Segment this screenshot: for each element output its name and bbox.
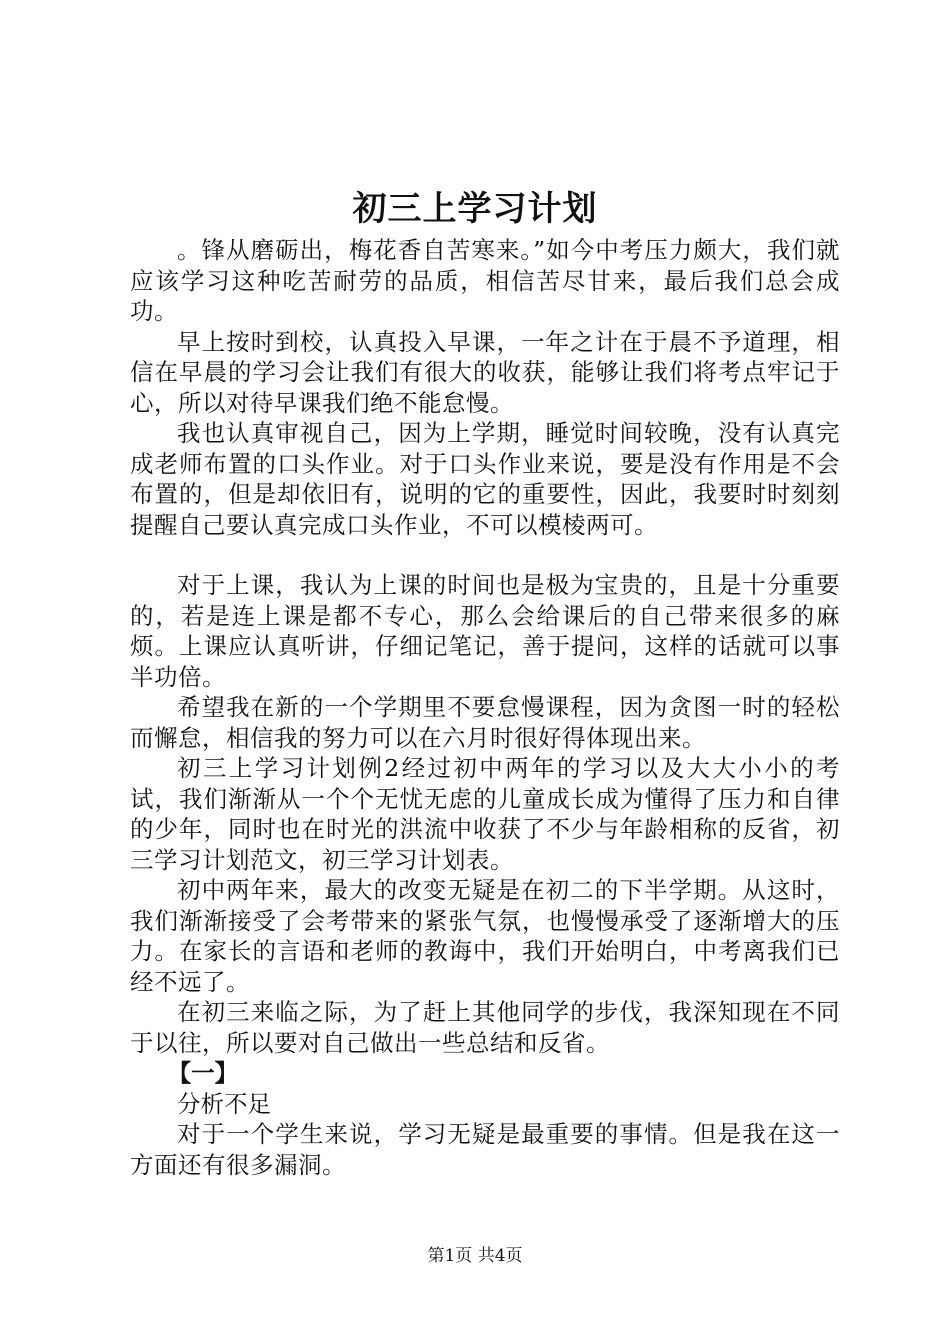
paragraph-5: 希望我在新的一个学期里不要怠慢课程，因为贪图一时的轻松而懈怠，相信我的努力可以在六月时很好得体现出来。 bbox=[130, 693, 840, 752]
paragraph-6: 初三上学习计划例2经过初中两年的学习以及大大小小的考试，我们渐渐从一个个无忧无虑的儿童成长成为懂得了压力和自律的少年，同时也在时光的洪流中收获了不少与年龄相称的反省，初三学习计划范文，初三学习计划表。 bbox=[130, 754, 840, 874]
paragraph-9: 对于一个学生来说，学习无疑是最重要的事情。但是我在这一方面还有很多漏洞。 bbox=[130, 1120, 840, 1179]
section-heading: 【一】 bbox=[167, 1059, 239, 1087]
section-subheading: 分析不足 bbox=[177, 1089, 271, 1118]
paragraph-3: 我也认真审视自己，因为上学期，睡觉时间较晚，没有认真完成老师布置的口头作业。对于口头作业来说，要是没有作用是不会布置的，但是却依旧有，说明的它的重要性，因此，我要时时刻刻提醒自己要认真完成口头作业，不可以模棱两可。 bbox=[130, 419, 840, 539]
paragraph-2: 早上按时到校，认真投入早课，一年之计在于晨不予道理，相信在早晨的学习会让我们有很大的收获，能够让我们将考点牢记于心，所以对待早课我们绝不能怠慢。 bbox=[130, 327, 840, 417]
document-title: 初三上学习计划 bbox=[352, 189, 598, 229]
paragraph-7: 初中两年来，最大的改变无疑是在初二的下半学期。从这时，我们渐渐接受了会考带来的紧张气氛，也慢慢承受了逐渐增大的压力。在家长的言语和老师的教诲中，我们开始明白，中考离我们已经不远了。 bbox=[130, 876, 840, 996]
paragraph-4: 对于上课，我认为上课的时间也是极为宝贵的，且是十分重要的，若是连上课是都不专心，那么会给课后的自己带来很多的麻烦。上课应认真听讲，仔细记笔记，善于提问，这样的话就可以事半功倍。 bbox=[130, 571, 840, 691]
page-footer: 第1页 共4页 bbox=[427, 1246, 523, 1266]
document-body bbox=[130, 235, 840, 1180]
paragraph-1: 。锋从磨砺出，梅花香自苦寒来。”如今中考压力颇大，我们就应该学习这种吃苦耐劳的品质，相信苦尽甘来，最后我们总会成功。 bbox=[130, 236, 840, 325]
paragraph-8: 在初三来临之际，为了赶上其他同学的步伐，我深知现在不同于以往，所以要对自己做出一些总结和反省。 bbox=[130, 998, 840, 1057]
